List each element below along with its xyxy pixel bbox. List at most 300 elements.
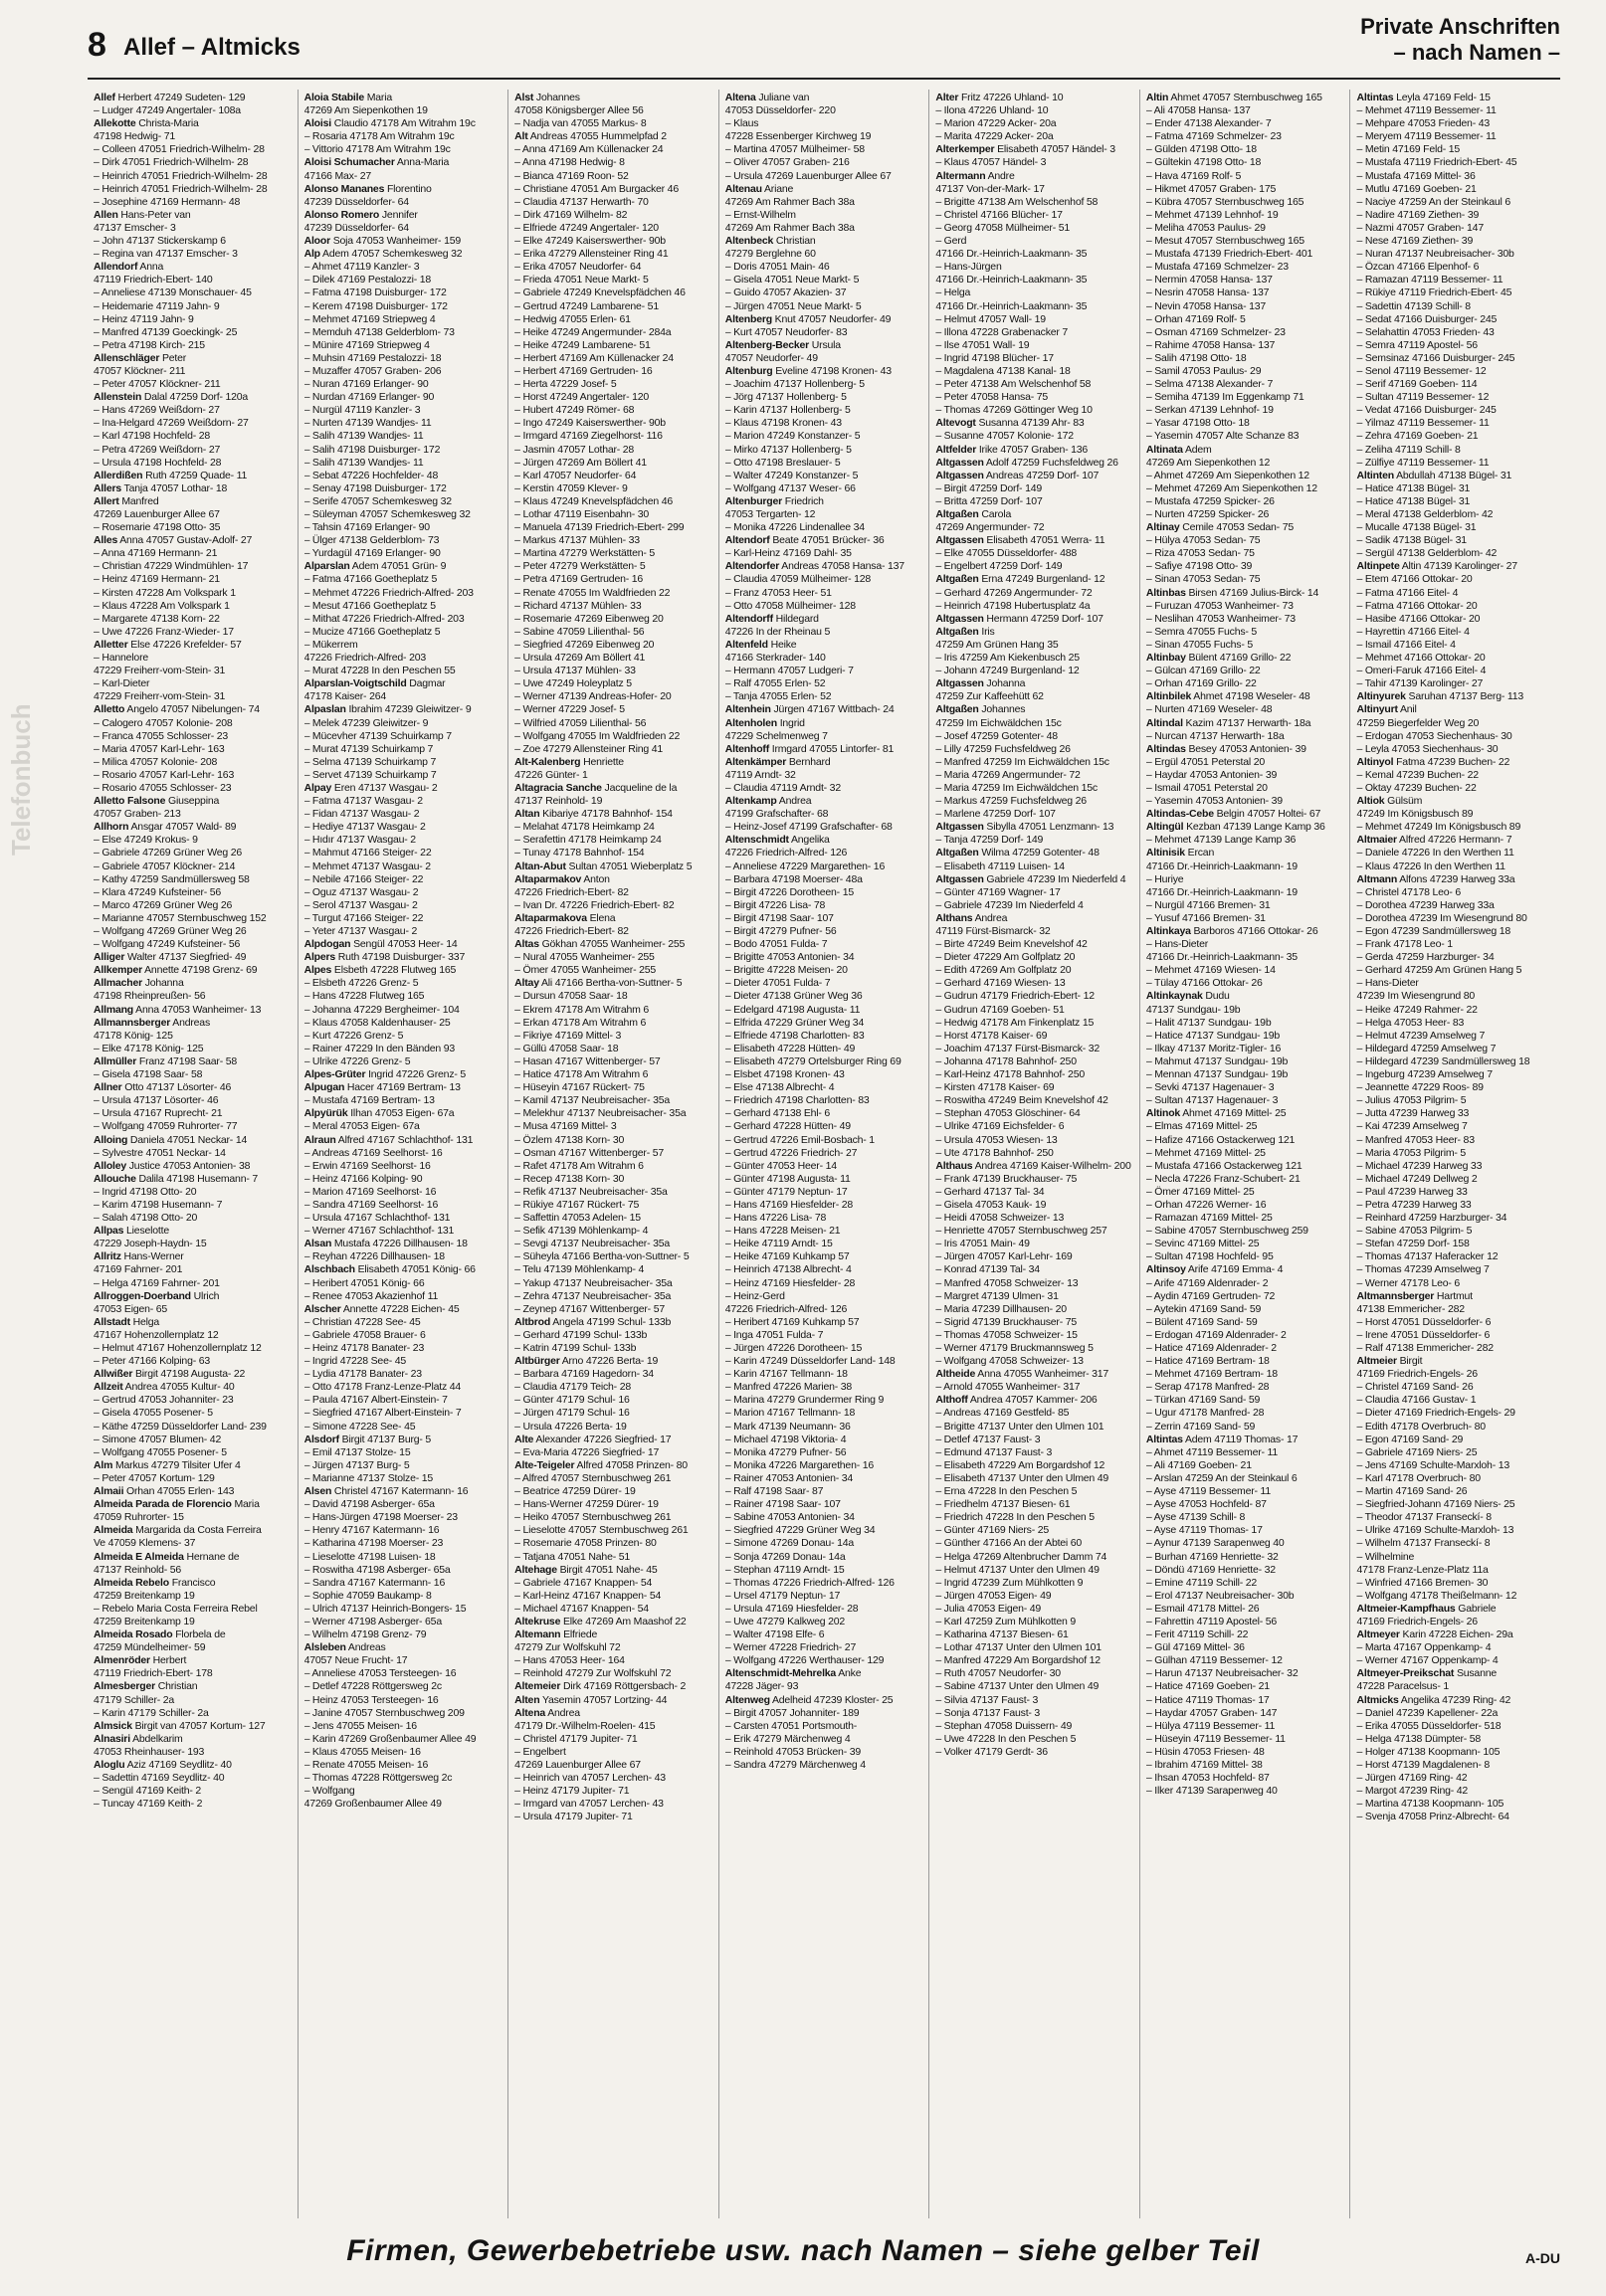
entry-details: Hernane de [186, 1550, 240, 1563]
entry-details: – Ralf 47138 Emmericher- 282 [1356, 1342, 1494, 1354]
directory-entry [725, 951, 923, 964]
entry-details: – Claudia 47119 Arndt- 32 [724, 781, 841, 794]
directory-entry [1146, 677, 1344, 690]
directory-entry [935, 1017, 1133, 1030]
entry-details: Herbert [152, 1654, 187, 1667]
entry-details: – Else 47138 Albrecht- 4 [724, 1081, 835, 1094]
directory-column-5 [929, 90, 1140, 2218]
entry-details: Johannes [535, 92, 580, 103]
directory-entry [304, 156, 502, 169]
entry-surname: Altindal [1145, 716, 1183, 729]
entry-details: – Guido 47057 Akazien- 37 [724, 287, 847, 299]
entry-details: – Gudrun 47169 Goeben- 51 [935, 1003, 1065, 1016]
directory-entry [304, 1720, 502, 1733]
directory-entry [725, 1030, 923, 1043]
entry-details: – Heinz-Gerd [724, 1289, 785, 1302]
entry-details: Hermann 47259 Dorf- 107 [986, 612, 1104, 625]
entry-details: – Klaus 47226 In den Werthen 11 [1356, 860, 1506, 872]
directory-entry [94, 1459, 292, 1472]
entry-details: – Wolfgang 47269 Grüner Weg 26 [94, 925, 247, 937]
directory-entry [304, 665, 502, 677]
directory-entry [935, 990, 1133, 1003]
entry-details: Henriette [583, 755, 624, 768]
entry-surname: Allmüller [94, 1054, 137, 1067]
entry-details: – Salih 47139 Wandjes- 11 [303, 456, 424, 469]
entry-details: – Nurten 47139 Wandjes- 11 [303, 417, 432, 430]
entry-details: – Arife 47169 Aldenrader- 2 [1145, 1276, 1269, 1289]
entry-surname: Almeida Parada de Florencio [94, 1498, 232, 1511]
directory-entry [304, 1628, 502, 1641]
entry-details: – Ender 47138 Alexander- 7 [1145, 117, 1272, 130]
entry-details: – Gabriele 47058 Brauer- 6 [303, 1328, 426, 1341]
entry-details: – Yeter 47137 Wasgau- 2 [303, 925, 418, 937]
directory-entry [94, 1603, 292, 1616]
entry-details: – Sabine 47057 Sternbuschweg 259 [1145, 1225, 1308, 1238]
directory-entry [1146, 222, 1344, 235]
entry-details: Orhan 47055 Erlen- 143 [126, 1485, 235, 1498]
entry-details: – Furuzan 47053 Wanheimer- 73 [1145, 599, 1294, 612]
entry-details: – Christian 47229 Windmühlen- 17 [94, 560, 249, 573]
directory-entry [725, 730, 923, 743]
directory-entry [304, 1434, 502, 1446]
directory-entry [1146, 560, 1344, 573]
entry-surname: Altmeyer [1356, 1628, 1400, 1641]
directory-entry [1146, 235, 1344, 248]
entry-details: 47053 Düsseldorfer- 220 [724, 104, 836, 117]
directory-entry [514, 600, 712, 613]
entry-details: – Mustafa 47139 Friedrich-Ebert- 401 [1145, 248, 1313, 261]
directory-entry [514, 1694, 712, 1707]
entry-details: Sengül 47053 Heer- 14 [353, 938, 458, 951]
directory-entry [1356, 1720, 1554, 1733]
entry-details: – Helmut 47167 Hohenzollernplatz 12 [94, 1342, 262, 1354]
entry-details: 47119 Friedrich-Ebert- 140 [94, 274, 213, 287]
directory-entry [1356, 248, 1554, 261]
directory-entry [725, 378, 923, 391]
directory-entry [94, 703, 292, 716]
entry-details: 47137 Sundgau- 19b [1145, 1003, 1241, 1016]
directory-columns [88, 90, 1560, 2218]
directory-entry [1356, 508, 1554, 521]
directory-entry [725, 1577, 923, 1590]
entry-surname: Alsen [303, 1485, 332, 1498]
directory-entry [304, 352, 502, 365]
entry-surname: Altmannsberger [1356, 1289, 1435, 1302]
entry-details: Iris [981, 625, 995, 638]
entry-surname: Allhorn [94, 821, 129, 834]
directory-entry [1146, 378, 1344, 391]
directory-entry [304, 196, 502, 209]
entry-details: – Meryem 47119 Bessemer- 11 [1356, 130, 1497, 143]
entry-details: – Ömer 47055 Wanheimer- 255 [514, 964, 657, 977]
entry-details: – Erkan 47178 Am Witrahm 6 [514, 1016, 647, 1029]
entry-surname: Altena [724, 92, 756, 103]
entry-details: – Huriye [1145, 872, 1184, 885]
entry-details: – Melekhur 47137 Neubreisacher- 35a [514, 1107, 687, 1120]
entry-surname: Altintas [1145, 1433, 1183, 1445]
entry-details: – Dirk 47169 Wilhelm- 82 [514, 208, 628, 221]
directory-entry [514, 170, 712, 183]
directory-entry [514, 248, 712, 261]
entry-details: Andrea 47057 Kammer- 206 [969, 1394, 1098, 1407]
directory-entry [725, 1746, 923, 1759]
directory-entry [1356, 873, 1554, 886]
entry-details: – Saffettin 47053 Adelen- 15 [514, 1212, 641, 1225]
directory-column-7 [1350, 90, 1560, 2218]
directory-entry [1356, 1407, 1554, 1420]
directory-column-2 [299, 90, 509, 2218]
entry-details: 47166 Dr.-Heinrich-Laakmann- 35 [935, 248, 1088, 261]
directory-entry [1356, 990, 1554, 1003]
entry-details: – Uwe 47228 In den Peschen 5 [935, 1732, 1077, 1745]
entry-details: – Hülya 47053 Sedan- 75 [1145, 534, 1261, 547]
directory-entry [1146, 1707, 1344, 1720]
entry-details: – Helga 47269 Altenbrucher Damm 74 [935, 1550, 1107, 1563]
entry-details: – Heinrich 47138 Albrecht- 4 [724, 1263, 852, 1276]
entry-surname: Alscher [303, 1302, 341, 1315]
entry-details: – Peter 47166 Kolping- 63 [94, 1355, 211, 1368]
entry-details: – Hediye 47137 Wasgau- 2 [303, 821, 426, 834]
directory-entry [1356, 1394, 1554, 1407]
entry-details: – Nural 47055 Wanheimer- 255 [514, 951, 655, 964]
entry-details: – Birgit 47279 Pufner- 56 [724, 925, 837, 937]
directory-entry [1146, 1199, 1344, 1212]
entry-details: – Bodo 47051 Fulda- 7 [724, 938, 828, 951]
entry-surname: Altindas-Cebe [1145, 808, 1214, 821]
directory-entry [304, 782, 502, 795]
entry-details: 47259 Breitenkamp 19 [94, 1589, 195, 1602]
entry-details: – Kurt 47226 Grenz- 5 [303, 1029, 404, 1042]
entry-surname: Almenröder [94, 1654, 150, 1667]
entry-details: – Reinhard 47259 Harzburger- 34 [1356, 1212, 1507, 1225]
directory-entry [725, 1616, 923, 1628]
directory-entry [304, 300, 502, 313]
directory-entry [94, 1407, 292, 1420]
directory-entry [304, 1590, 502, 1603]
entry-details: – Barbara 47169 Hagedorn- 34 [514, 1368, 654, 1381]
entry-details: Anton [583, 872, 610, 885]
directory-entry [935, 1225, 1133, 1238]
entry-surname: Alsleben [303, 1641, 346, 1654]
directory-entry [935, 587, 1133, 600]
directory-entry [1146, 808, 1344, 821]
directory-entry [1356, 1564, 1554, 1577]
directory-entry [514, 209, 712, 222]
entry-details: – Hubert 47249 Römer- 68 [514, 404, 635, 417]
directory-entry [304, 795, 502, 808]
directory-entry [514, 1667, 712, 1680]
entry-surname: Alletto Falsone [94, 795, 166, 808]
entry-details: 47059 Ruhrorter- 15 [94, 1511, 184, 1524]
directory-entry [935, 534, 1133, 547]
entry-details: – Ismail 47166 Eitel- 4 [1356, 638, 1456, 651]
directory-entry [725, 143, 923, 156]
entry-details: – Kathy 47259 Sandmüllersweg 58 [94, 872, 250, 885]
entry-details: – Horst 47051 Düsseldorfer- 6 [1356, 1315, 1492, 1328]
entry-details: – Hatice 47137 Sundgau- 19b [1145, 1029, 1281, 1042]
entry-details: – Bülent 47169 Sand- 59 [1145, 1315, 1258, 1328]
entry-details: – Zerrin 47169 Sand- 59 [1145, 1420, 1256, 1433]
entry-details: – Gerhard 47199 Schul- 133b [514, 1328, 648, 1341]
directory-entry [1356, 1785, 1554, 1798]
directory-entry [514, 821, 712, 834]
directory-entry [1356, 717, 1554, 730]
directory-entry [1356, 209, 1554, 222]
directory-entry [304, 861, 502, 873]
entry-details: – Michael 47167 Knappen- 54 [514, 1602, 649, 1615]
entry-details: – Peter 47058 Hansa- 75 [935, 391, 1049, 404]
entry-details: Jennifer [381, 208, 418, 221]
entry-details: – Mennan 47137 Sundgau- 19b [1145, 1068, 1289, 1081]
directory-entry [1356, 573, 1554, 586]
directory-entry [514, 690, 712, 703]
directory-entry [1356, 1225, 1554, 1238]
entry-details: – Michael 47249 Dellweg 2 [1356, 1172, 1478, 1185]
entry-surname: Allmannsberger [94, 1016, 171, 1029]
directory-entry [304, 222, 502, 235]
entry-details: – Salih 47198 Duisburger- 172 [303, 443, 441, 456]
directory-entry [514, 1524, 712, 1537]
directory-entry [304, 652, 502, 665]
entry-details: – Wilfried 47059 Lilienthal- 56 [514, 716, 647, 729]
directory-entry [304, 1004, 502, 1017]
entry-details: – Kerem 47198 Duisburger- 172 [303, 299, 448, 312]
directory-entry [1146, 1654, 1344, 1667]
entry-details: – Lieselotte 47057 Sternbuschweg 261 [514, 1524, 689, 1537]
directory-entry [1146, 92, 1344, 104]
entry-surname: Alpes-Grüter [303, 1068, 366, 1081]
directory-entry [94, 1355, 292, 1368]
directory-entry [1146, 1577, 1344, 1590]
directory-entry [1356, 1616, 1554, 1628]
directory-entry [1356, 156, 1554, 169]
entry-details: Knut 47057 Neudorfer- 49 [774, 312, 892, 325]
directory-entry [725, 1733, 923, 1746]
entry-details: – Erdogan 47053 Siechenhaus- 30 [1356, 729, 1512, 742]
directory-entry [935, 417, 1133, 430]
directory-entry [94, 1628, 292, 1641]
directory-entry [935, 1551, 1133, 1564]
entry-details: – Elke 47178 König- 125 [94, 1042, 204, 1054]
directory-entry [725, 1199, 923, 1212]
entry-details: Ansgar 47057 Wald- 89 [130, 821, 237, 834]
entry-details: – Svenja 47058 Prinz-Albrecht- 64 [1356, 1811, 1509, 1823]
entry-details: – Klara 47249 Kufsteiner- 56 [94, 885, 222, 898]
entry-details: – Roswitha 47198 Asberger- 65a [303, 1563, 451, 1576]
entry-details: Carola [981, 508, 1012, 520]
directory-entry [725, 639, 923, 652]
entry-details: Markus 47279 Tilsiter Ufer 4 [114, 1458, 241, 1471]
entry-surname: Alsdorf [303, 1433, 339, 1445]
entry-details: 47226 Friedrich-Alfred- 126 [724, 1302, 848, 1315]
directory-entry [94, 677, 292, 690]
directory-entry [1146, 1081, 1344, 1094]
directory-entry [94, 1342, 292, 1355]
entry-details: – Britta 47259 Dorf- 107 [935, 494, 1043, 507]
directory-entry [725, 1173, 923, 1186]
entry-details: – Nurten 47259 Spicker- 26 [1145, 508, 1270, 520]
entry-details: – Daniele 47226 In den Werthen 11 [1356, 847, 1514, 860]
directory-entry [514, 652, 712, 665]
entry-details: – Brigitte 47228 Meisen- 20 [724, 964, 848, 977]
entry-surname: Altingül [1145, 821, 1184, 834]
entry-details: – Dieter 47138 Grüner Weg 36 [724, 990, 863, 1003]
entry-details: – Hatice 47178 Am Witrahm 6 [514, 1068, 649, 1081]
entry-details: – Sabine 47137 Unter den Ulmen 49 [935, 1680, 1100, 1693]
entry-details: 47137 Reinhold- 19 [514, 795, 603, 808]
directory-entry [1356, 326, 1554, 339]
directory-entry [514, 378, 712, 391]
entry-details: – Petra 47239 Harweg 33 [1356, 1198, 1472, 1211]
entry-details: – Margret 47139 Ulmen- 31 [935, 1289, 1059, 1302]
entry-details: Ursula [811, 338, 841, 351]
entry-details: Johannes [981, 703, 1026, 716]
entry-details: 47166 Sterkrader- 140 [724, 652, 826, 665]
directory-entry [94, 1551, 292, 1564]
entry-details: Dalal 47259 Dorf- 120a [143, 391, 249, 404]
entry-details: – Werner 47198 Asberger- 65a [303, 1615, 442, 1627]
directory-entry [94, 782, 292, 795]
entry-surname: Almesberger [94, 1680, 155, 1693]
directory-entry [304, 1355, 502, 1368]
directory-entry [935, 1524, 1133, 1537]
entry-details: 47057 Neue Frucht- 17 [303, 1654, 408, 1667]
directory-entry [514, 1381, 712, 1394]
entry-details: – Klaus 47055 Meisen- 16 [303, 1745, 421, 1758]
entry-details: – Fatma 47137 Wasgau- 2 [303, 795, 423, 808]
directory-entry [304, 730, 502, 743]
directory-entry [725, 1368, 923, 1381]
directory-entry [1356, 1134, 1554, 1147]
entry-details: Anil [1399, 703, 1417, 716]
directory-entry [304, 938, 502, 951]
entry-details: Alfons 47239 Harweg 33a [1399, 872, 1515, 885]
entry-details: 47166 Dr.-Heinrich-Laakmann- 19 [1145, 860, 1298, 872]
entry-details: Andreas 47055 Hummelpfad 2 [529, 130, 667, 143]
directory-entry [1356, 1733, 1554, 1746]
entry-surname: Altenschmidt [724, 834, 789, 847]
directory-entry [1356, 196, 1554, 209]
entry-details: – Marta 47167 Oppenkamp- 4 [1356, 1641, 1492, 1654]
entry-details: – Mustafa 47259 Spicker- 26 [1145, 494, 1275, 507]
directory-entry [935, 1107, 1133, 1120]
entry-details: – Winfried 47166 Bremen- 30 [1356, 1576, 1489, 1589]
entry-details: Francisco [171, 1576, 216, 1589]
directory-entry [1356, 300, 1554, 313]
directory-entry [1146, 861, 1344, 873]
entry-details: – Riza 47053 Sedan- 75 [1145, 547, 1255, 560]
entry-surname: Altmaier [1356, 834, 1397, 847]
entry-details: – Birte 47249 Beim Knevelshof 42 [935, 938, 1088, 951]
entry-details: Andreas [347, 1641, 386, 1654]
directory-entry [1146, 143, 1344, 156]
entry-details: Jacqueline de la [604, 781, 678, 794]
entry-details: Elena [589, 911, 616, 924]
entry-details: 47198 Hedwig- 71 [94, 130, 176, 143]
entry-details: – Maria 47259 Im Eichwäldchen 15c [935, 781, 1098, 794]
entry-details: Hans-Peter van [120, 208, 191, 221]
directory-entry [935, 1421, 1133, 1434]
entry-details: – Joachim 47137 Hollenberg- 5 [724, 378, 865, 391]
directory-entry [1356, 378, 1554, 391]
entry-details: – Sevinc 47169 Mittel- 25 [1145, 1238, 1260, 1250]
directory-entry [1146, 847, 1344, 860]
directory-entry [304, 287, 502, 299]
entry-details: – Ayse 47053 Hochfeld- 87 [1145, 1498, 1267, 1511]
directory-entry [1146, 1004, 1344, 1017]
entry-surname: Altemeier [514, 1680, 561, 1693]
directory-entry [514, 1225, 712, 1238]
entry-details: – Anna 47198 Hedwig- 8 [514, 156, 625, 169]
entry-surname: Altinkaya [1145, 925, 1191, 937]
entry-surname: Altenburger [724, 494, 783, 507]
entry-surname: Altin [1145, 92, 1169, 103]
entry-details: – Edith 47269 Am Golfplatz 20 [935, 964, 1072, 977]
directory-entry [514, 1459, 712, 1472]
directory-entry [935, 196, 1133, 209]
entry-surname: Alletto [94, 703, 125, 716]
entry-surname: Altenhein [724, 703, 771, 716]
directory-entry [1356, 1694, 1554, 1707]
entry-details: – Brigitte 47138 Am Welschenhof 58 [935, 195, 1099, 208]
directory-entry [935, 639, 1133, 652]
directory-entry [304, 1186, 502, 1199]
entry-details: – Mehmet 47119 Bessemer- 11 [1356, 104, 1497, 117]
entry-details: – Sandra 47279 Märchenweg 4 [724, 1759, 866, 1771]
entry-details: – Fatma 47166 Eitel- 4 [1356, 586, 1459, 599]
directory-column-4 [719, 90, 930, 2218]
directory-entry [304, 1316, 502, 1329]
directory-entry [1356, 1160, 1554, 1173]
directory-entry [94, 1263, 292, 1276]
directory-entry [1356, 1434, 1554, 1446]
directory-entry [725, 756, 923, 769]
entry-surname: Altgassen [935, 821, 984, 834]
directory-entry [304, 847, 502, 860]
entry-details: – Kerstin 47059 Klever- 9 [514, 481, 628, 494]
directory-entry [1146, 795, 1344, 808]
directory-entry [725, 925, 923, 938]
entry-details: 47167 Hohenzollernplatz 12 [94, 1328, 219, 1341]
directory-entry [514, 756, 712, 769]
entry-details: – Elisabeth 47137 Unter den Ulmen 49 [935, 1471, 1109, 1484]
entry-details: – Ismail 47051 Peterstal 20 [1145, 781, 1268, 794]
entry-details: – Egon 47169 Sand- 29 [1356, 1433, 1464, 1445]
directory-entry [304, 677, 502, 690]
entry-details: – Ursula 47198 Hochfeld- 28 [94, 456, 222, 469]
entry-details: 47259 Breitenkamp 19 [94, 1615, 195, 1627]
entry-details: – Jürgen 47226 Dorotheen- 15 [724, 1342, 863, 1354]
entry-details: Mustafa 47226 Dillhausen- 18 [333, 1238, 468, 1250]
directory-entry [1146, 521, 1344, 534]
directory-entry [725, 547, 923, 560]
directory-entry [725, 1654, 923, 1667]
directory-entry [1146, 1277, 1344, 1290]
directory-entry [304, 117, 502, 130]
directory-entry [304, 573, 502, 586]
entry-details: – David 47198 Asberger- 65a [303, 1498, 435, 1511]
directory-entry [514, 508, 712, 521]
directory-entry [304, 886, 502, 899]
directory-entry [1356, 470, 1554, 482]
directory-entry [935, 404, 1133, 417]
directory-entry [1146, 1290, 1344, 1303]
directory-entry [94, 391, 292, 404]
directory-entry [935, 730, 1133, 743]
directory-entry [725, 808, 923, 821]
directory-entry [304, 92, 502, 104]
entry-details: – Hatice 47169 Bertram- 18 [1145, 1355, 1270, 1368]
